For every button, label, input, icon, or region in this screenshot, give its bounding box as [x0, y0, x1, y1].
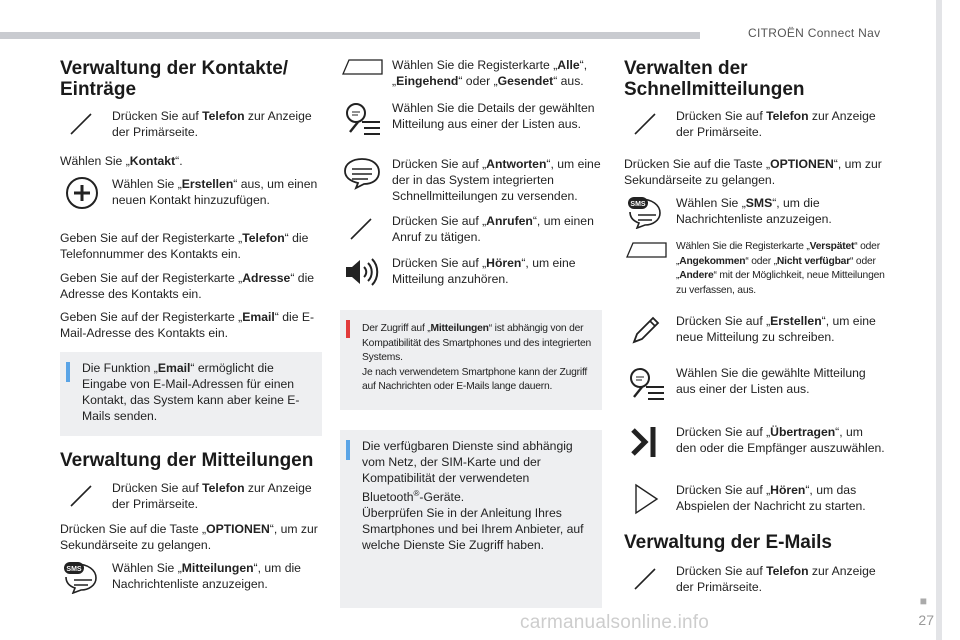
heading-quick-messages: Verwalten der Schnellmitteilungen	[624, 58, 805, 100]
sms-icon	[624, 195, 668, 229]
speaker-icon	[340, 255, 384, 289]
info-box-services: Die verfügbaren Dienste sind abhängig vom Netz, der SIM-Karte und der Kompatibilität der verwendeten Bluetooth®-Geräte. Überprüfen Sie in der Anleitung Ihres Smartphones und bei Ihrem Anbieter, auf welche Dienste Sie Zugriff haben.	[340, 430, 602, 608]
info-box-email: Die Funktion „Email“ ermöglicht die Eingabe von E-Mail-Adressen für einen Kontakt, das System kann aber keine E-Mails senden.	[60, 352, 322, 436]
pen-icon	[60, 108, 104, 142]
step-choose-contact: Wählen Sie „Kontakt“.	[60, 154, 183, 168]
heading-messages: Verwaltung der Mitteilungen	[60, 450, 314, 471]
pencil-icon	[624, 313, 668, 347]
page-marker: ■	[919, 594, 927, 608]
warning-icon	[346, 320, 350, 338]
watermark: carmanualsonline.info	[520, 612, 710, 633]
pen-icon	[60, 480, 104, 514]
tab-rectangle-icon	[340, 57, 384, 91]
header-title: CITROËN Connect Nav	[748, 26, 881, 40]
warning-box-messages: Der Zugriff auf „Mitteilungen“ ist abhängig von der Kompatibilität des Smartphones und des integrierten Systems. Je nach verwendetem Smartphone kann der Zugriff auf Nachrichten oder E-Mails lange dauern.	[340, 310, 602, 410]
heading-contacts: Verwaltung der Kontakte/ Einträge	[60, 58, 289, 100]
search-list-icon	[340, 100, 384, 134]
svg-text:SMS: SMS	[630, 201, 646, 208]
play-icon	[624, 482, 668, 516]
header-bar	[0, 32, 700, 39]
step-quick-options: Drücken Sie auf die Taste „OPTIONEN“, um zur Sekundärseite zu gelangen.	[624, 157, 882, 187]
page-number: 27	[918, 612, 934, 628]
heading-email: Verwaltung der E-Mails	[624, 532, 832, 553]
step-tab-email: Geben Sie auf der Registerkarte „Email“ die E-Mail-Adresse des Kontakts ein.	[60, 310, 315, 340]
tab-rectangle-icon	[624, 240, 668, 274]
plus-circle-icon	[60, 176, 104, 210]
sms-icon	[60, 560, 104, 594]
info-icon	[66, 362, 70, 382]
side-bar	[936, 0, 942, 640]
speech-bubble-icon	[340, 156, 384, 190]
search-list-icon	[624, 365, 668, 399]
step-tab-phone: Geben Sie auf der Registerkarte „Telefon“ die Telefonnummer des Kontakts ein.	[60, 231, 309, 261]
step-messages-options: Drücken Sie auf die Taste „OPTIONEN“, um zur Sekundärseite zu gelangen.	[60, 522, 318, 552]
pen-icon	[340, 213, 384, 247]
pen-icon	[624, 563, 668, 597]
svg-text:SMS: SMS	[66, 566, 82, 573]
step-tab-address: Geben Sie auf der Registerkarte „Adresse“ die Adresse des Kontakts ein.	[60, 271, 315, 301]
pen-icon	[624, 108, 668, 142]
info-icon	[346, 440, 350, 460]
forward-arrow-icon	[624, 424, 668, 458]
